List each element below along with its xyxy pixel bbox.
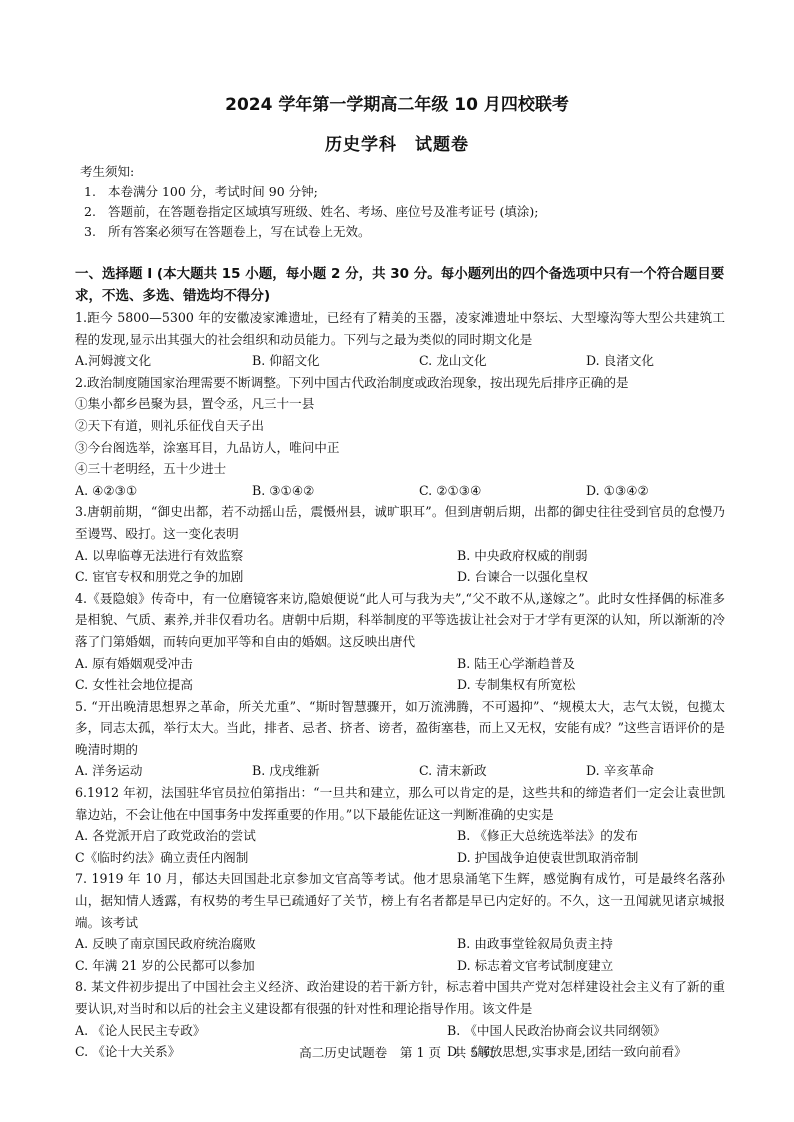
option-c: C. 清末新政 <box>419 763 487 779</box>
option-b: B. 《修正大总统选举法》的发布 <box>457 828 638 844</box>
notice-number: 3. <box>84 224 96 239</box>
question <box>75 696 725 782</box>
question-stem: 6.1912 年初，法国驻华官员拉伯第指出：“一旦共和建立，那么可以肯定的是，这些共和的缔造者们一定会让袁世凯靠边站，不会让他在中国事务中发挥重要的作用。”以下最能佐证这一判断准确的史实是 <box>75 785 725 822</box>
option-c: C. 龙山文化 <box>419 353 487 369</box>
question-list <box>75 307 725 1063</box>
candidate-notice <box>80 162 538 242</box>
option-c: C. 宦官专权和朋党之争的加剧 <box>75 569 244 585</box>
option-a: A. ④②③① <box>75 482 138 498</box>
option-row <box>75 933 725 955</box>
option-row <box>75 760 725 782</box>
option-a: A. 《论人民民主专政》 <box>75 1022 206 1038</box>
option-b: B. 《中国人民政治协商会议共同纲领》 <box>447 1022 666 1038</box>
option-a: A. 洋务运动 <box>75 763 143 779</box>
option-a: A.河姆渡文化 <box>75 353 152 369</box>
option-c: C. 女性社会地位提高 <box>75 677 193 693</box>
notice-item <box>80 182 538 202</box>
notice-item <box>80 222 538 242</box>
option-c: C. ②①③④ <box>419 482 482 498</box>
statement-item: ②天下有道，则礼乐征伐自天子出 <box>75 417 264 433</box>
option-a: A. 原有婚姻观受冲击 <box>75 655 193 671</box>
option-a: A. 以卑临尊无法进行有效监察 <box>75 547 244 563</box>
option-b: B. 戊戌维新 <box>252 763 320 779</box>
option-b: B. ③①④② <box>252 482 315 498</box>
option-row <box>75 653 725 675</box>
statement-item: ①集小都乡邑聚为县，置令丞，凡三十一县 <box>75 396 315 412</box>
notice-item <box>80 202 538 222</box>
question-stem: 3.唐朝前期，“御史出都，若不动摇山岳，震慑州县，诚旷职耳”。但到唐朝后期，出都的御史往往受到官员的怠慢乃至谩骂、殴打。这一变化表明 <box>75 504 725 541</box>
option-c: C《临时约法》确立责任内阁制 <box>75 849 249 865</box>
option-b: B. 仰韶文化 <box>252 353 320 369</box>
option-b: B. 由政事堂铨叙局负责主持 <box>457 936 613 952</box>
question-stem: 4.《聂隐娘》传奇中，有一位磨镜客来访,隐娘便说“此人可与我为夫”,“父不敢不从,遂嫁之”。此时女性择偶的标准多是相貌、气质、素养,并非仅看功名。唐朝中后期，科举制度的平等选拔让社会对于才学有更深的认知，所以渐渐的冷落了门第婚姻，而转向更加平等和自由的婚姻。这反映出唐代 <box>75 590 725 649</box>
option-row <box>75 674 725 696</box>
exam-title: 2024 学年第一学期高二年级 10 月四校联考 <box>225 95 569 115</box>
option-c: C. 《论十大关系》 <box>75 1044 181 1060</box>
section-heading: 一、选择题 I (本大题共 15 小题，每小题 2 分，共 30 分。每小题列出的四个备选项中只有一个符合题目要求，不选、多选、错选均不得分) <box>75 266 725 304</box>
option-d: D. 《解放思想,实事求是,团结一致向前看》 <box>447 1044 687 1060</box>
notice-number: 1. <box>84 184 96 199</box>
option-row <box>75 566 725 588</box>
option-d: D. 专制集权有所宽松 <box>457 677 576 693</box>
question <box>75 588 725 696</box>
option-row <box>75 1020 725 1042</box>
option-b: B. 陆王心学渐趋普及 <box>457 655 576 671</box>
notice-heading: 考生须知: <box>80 164 135 179</box>
option-d: D. 标志着文官考试制度建立 <box>457 957 614 973</box>
exam-subtitle: 历史学科 试题卷 <box>325 135 469 155</box>
page-footer: 高二历史试题卷 第 1 页 共 5 页 <box>299 1045 495 1060</box>
option-row <box>75 825 725 847</box>
option-row <box>75 545 725 567</box>
question <box>75 501 725 587</box>
notice-text: 本卷满分 100 分，考试时间 90 分钟; <box>108 184 318 199</box>
question-stem: 1.距今 5800—5300 年的安徽凌家滩遗址，已经有了精美的玉器，凌家滩遗址中祭坛、大型壕沟等大型公共建筑工程的发现,显示出其强大的社会组织和动员能力。下列与之最为类似的同时期文化是 <box>75 310 725 347</box>
option-d: D. 良渚文化 <box>586 353 655 369</box>
question-stem: 2.政治制度随国家治理需要不断调整。下列中国古代政治制度或政治现象，按出现先后排序正确的是 <box>75 374 629 390</box>
question <box>75 868 725 976</box>
question-stem: 5. “开出晚清思想界之革命，所关尤重”、“斯时智慧骤开，如万流沸腾，不可遏抑”、“规模太大，志气太锐，包揽太多，同志太孤，举行太大。当此，排者、忌者、挤者、谤者，盈街塞巷，而上又无权，安能有成？”这些言语评价的是晚清时期的 <box>75 698 725 757</box>
notice-text: 答题前，在答题卷指定区域填写班级、姓名、考场、座位号及准考证号 (填涂); <box>108 204 539 219</box>
question <box>75 782 725 868</box>
option-d: D. 辛亥革命 <box>586 763 655 779</box>
statement-item: ③今台阁选举，涂塞耳目，九品访人，唯问中正 <box>75 439 340 455</box>
option-d: D. 台谏合一以强化皇权 <box>457 569 588 585</box>
option-a: A. 反映了南京国民政府统治腐败 <box>75 936 256 952</box>
notice-text: 所有答案必须写在答题卷上，写在试卷上无效。 <box>108 224 371 239</box>
notice-number: 2. <box>84 204 96 219</box>
option-d: D. 护国战争迫使袁世凯取消帝制 <box>457 849 639 865</box>
option-row <box>75 955 725 977</box>
option-row <box>75 350 725 372</box>
option-b: B. 中央政府权威的削弱 <box>457 547 588 563</box>
question <box>75 372 725 502</box>
option-c: C. 年满 21 岁的公民都可以参加 <box>75 957 255 973</box>
option-row <box>75 480 725 502</box>
statement-item: ④三十老明经，五十少进士 <box>75 461 227 477</box>
option-row <box>75 847 725 869</box>
question <box>75 307 725 372</box>
question-stem: 7. 1919 年 10 月，郁达夫回国赴北京参加文官高等考试。他才思泉涌笔下生辉，感觉胸有成竹，可是最终名落孙山，据知情人透露，有权势的考生早已疏通好了关节，榜上有名者都是早已内定好的。不久，这一丑闻就见诸京城报端。该考试 <box>75 871 725 930</box>
question-stem: 8. 某文件初步提出了中国社会主义经济、政治建设的若干新方针，标志着中国共产党对怎样建设社会主义有了新的重要认识,对当时和以后的社会主义建设都有很强的针对性和理论指导作用。该文件是 <box>75 979 725 1016</box>
option-a: A. 各党派开启了政党政治的尝试 <box>75 828 256 844</box>
option-d: D. ①③④② <box>586 482 649 498</box>
